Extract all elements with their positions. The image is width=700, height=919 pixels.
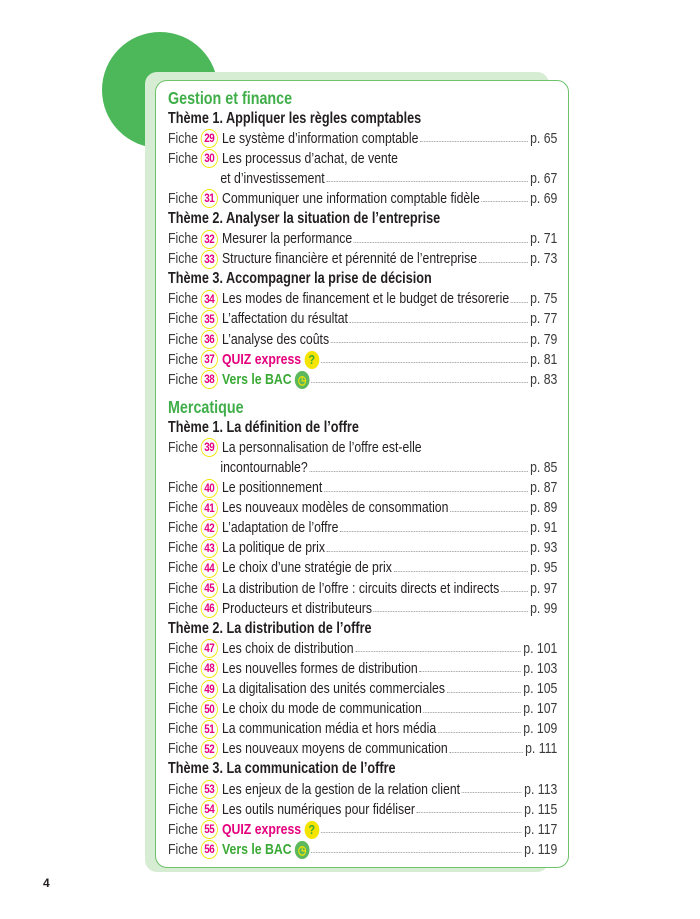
page-ref: p. 97 (530, 579, 558, 597)
entry-title-text: Les modes de financement et le budget de trésorerie (221, 290, 510, 308)
fiche-number-badge: 53 (201, 780, 218, 799)
fiche-number-badge: 42 (201, 519, 218, 538)
dot-leader (420, 141, 528, 142)
toc-entry[interactable] (168, 149, 557, 169)
toc-entry[interactable] (168, 780, 557, 800)
fiche-number-badge: 39 (201, 438, 218, 457)
fiche-number-badge: 43 (201, 539, 218, 558)
entry-title[interactable] (222, 739, 448, 759)
dot-leader (350, 322, 528, 323)
toc-entry[interactable] (168, 659, 557, 679)
toc-entry[interactable] (168, 840, 557, 860)
page-ref: p. 71 (530, 230, 558, 248)
dot-leader (447, 692, 521, 693)
entry-title[interactable] (222, 189, 480, 209)
toc-entry[interactable] (168, 639, 557, 659)
fiche-label: Fiche (168, 519, 199, 537)
dot-leader (331, 342, 528, 343)
entry-title[interactable] (222, 149, 398, 169)
entry-title-text: Les nouveaux modèles de consommation (221, 499, 449, 517)
entry-title-text: QUIZ express (221, 820, 302, 838)
page-ref: p. 85 (530, 459, 558, 476)
fiche-label: Fiche (168, 659, 199, 677)
page-ref: p. 111 (525, 740, 558, 758)
toc-entry-continuation[interactable] (168, 458, 557, 478)
dot-leader (393, 571, 527, 572)
theme-title: Thème 3. La communication de l’offre (168, 760, 396, 778)
fiche-label: Fiche (168, 820, 199, 838)
toc-entry[interactable] (168, 820, 557, 840)
fiche-label: Fiche (168, 129, 199, 147)
entry-title-text: Producteurs et distributeurs (221, 599, 373, 617)
fiche-label: Fiche (168, 800, 199, 818)
page-ref: p. 119 (524, 840, 558, 858)
fiche-number-badge: 29 (201, 129, 218, 148)
page-ref: p. 83 (530, 370, 558, 388)
entry-title-text: L’analyse des coûts (221, 330, 330, 348)
page-ref: p. 95 (530, 559, 558, 577)
page-ref: p. 105 (523, 680, 558, 698)
fiche-label: Fiche (168, 310, 199, 328)
entry-title-text: Structure financière et pérennité de l’entreprise (221, 250, 478, 268)
dot-leader (354, 242, 528, 243)
toc-entry[interactable] (168, 330, 557, 350)
fiche-number-badge: 55 (201, 820, 218, 839)
toc-entry[interactable] (168, 558, 557, 578)
entry-title[interactable] (222, 558, 392, 578)
fiche-number-badge: 50 (201, 700, 218, 719)
entry-title-text: L’adaptation de l’offre (221, 519, 339, 537)
dot-leader (511, 302, 528, 303)
toc-entry[interactable] (168, 129, 557, 149)
toc-entry[interactable] (168, 189, 557, 209)
fiche-label: Fiche (168, 840, 199, 858)
page-ref: p. 81 (530, 350, 558, 368)
page-ref: p. 99 (530, 599, 558, 617)
entry-title[interactable] (222, 229, 352, 249)
entry-title-text: Les processus d’achat, de vente (221, 149, 398, 167)
entry-title[interactable] (222, 800, 415, 820)
toc-entry[interactable] (168, 438, 557, 458)
question-icon: ? (304, 821, 319, 839)
toc-entry[interactable] (168, 498, 557, 518)
dot-leader (374, 611, 528, 612)
question-icon: ? (304, 351, 319, 369)
entry-title-text: Le choix d’une stratégie de prix (221, 559, 392, 577)
dot-leader (462, 792, 522, 793)
fiche-number-badge: 31 (201, 189, 218, 208)
entry-title[interactable] (222, 719, 436, 739)
page-ref: p. 115 (524, 800, 558, 818)
toc-entry[interactable] (168, 719, 557, 739)
fiche-label: Fiche (168, 230, 199, 248)
fiche-number-badge: 34 (201, 290, 218, 309)
dot-leader (309, 471, 527, 472)
entry-title-text: Les nouveaux moyens de communication (221, 740, 448, 758)
fiche-number-badge: 38 (201, 370, 218, 389)
toc-entry[interactable] (168, 699, 557, 719)
toc-entry[interactable] (168, 518, 557, 538)
fiche-label: Fiche (168, 330, 199, 348)
entry-title[interactable] (222, 659, 418, 679)
entry-title[interactable] (222, 309, 348, 329)
fiche-number-badge: 36 (201, 330, 218, 349)
toc-entry[interactable] (168, 478, 557, 498)
dot-leader (438, 732, 521, 733)
clock-icon: ◷ (295, 841, 310, 859)
fiche-number-badge: 35 (201, 310, 218, 329)
entry-title[interactable] (222, 840, 310, 860)
fiche-number-badge: 32 (201, 230, 218, 249)
page-ref: p. 65 (530, 129, 558, 147)
dot-leader (450, 511, 528, 512)
entry-title[interactable] (222, 579, 499, 599)
fiche-label: Fiche (168, 700, 199, 718)
fiche-number-badge: 56 (201, 840, 218, 859)
fiche-label: Fiche (168, 599, 199, 617)
entry-title-text: La digitalisation des unités commerciales (221, 680, 446, 698)
fiche-number-badge: 40 (201, 479, 218, 498)
entry-title-continued: et d’investissement (220, 169, 325, 187)
toc-entry[interactable] (168, 599, 557, 619)
page-ref: p. 69 (530, 189, 558, 207)
section-title: Gestion et finance (168, 88, 293, 108)
entry-title[interactable] (222, 699, 422, 719)
page-ref: p. 87 (530, 479, 558, 497)
dot-leader (501, 591, 528, 592)
theme-title: Thème 3. Accompagner la prise de décision (168, 270, 432, 288)
entry-title-text: La personnalisation de l’offre est-elle (221, 438, 422, 456)
page-ref: p. 89 (530, 499, 558, 517)
fiche-label: Fiche (168, 189, 199, 207)
page-ref: p. 75 (530, 290, 558, 308)
entry-title[interactable] (222, 330, 329, 350)
dot-leader (321, 362, 528, 363)
fiche-label: Fiche (168, 290, 199, 308)
dot-leader (355, 651, 521, 652)
dot-leader (326, 181, 527, 182)
theme-title: Thème 1. Appliquer les règles comptables (168, 109, 422, 127)
fiche-number-badge: 37 (201, 350, 218, 369)
dot-leader (481, 201, 527, 202)
entry-title[interactable] (222, 538, 325, 558)
toc-entry[interactable] (168, 370, 557, 390)
toc-entry[interactable] (168, 579, 557, 599)
clock-icon: ◷ (295, 371, 310, 389)
fiche-number-badge: 47 (201, 639, 218, 658)
entry-title-text: Mesurer la performance (221, 230, 353, 248)
fiche-label: Fiche (168, 479, 199, 497)
fiche-label: Fiche (168, 579, 199, 597)
fiche-label: Fiche (168, 149, 199, 167)
toc-entry[interactable] (168, 350, 557, 370)
dot-leader (479, 262, 528, 263)
fiche-number-badge: 45 (201, 579, 218, 598)
dot-leader (311, 852, 522, 853)
fiche-label: Fiche (168, 720, 199, 738)
dot-leader (327, 551, 528, 552)
page-ref: p. 107 (523, 700, 558, 718)
table-of-contents (168, 88, 557, 860)
entry-title[interactable] (222, 599, 372, 619)
theme-title: Thème 1. La définition de l’offre (168, 418, 359, 436)
fiche-label: Fiche (168, 740, 199, 758)
dot-leader (417, 812, 522, 813)
fiche-number-badge: 51 (201, 720, 218, 739)
entry-title[interactable] (222, 498, 448, 518)
fiche-number-badge: 52 (201, 740, 218, 759)
toc-entry[interactable] (168, 309, 557, 329)
fiche-label: Fiche (168, 539, 199, 557)
toc-entry[interactable] (168, 800, 557, 820)
entry-title-text: Vers le BAC (221, 840, 292, 858)
dot-leader (449, 752, 522, 753)
fiche-label: Fiche (168, 639, 199, 657)
entry-title-text: L’affectation du résultat (221, 310, 348, 328)
toc-entry[interactable] (168, 538, 557, 558)
entry-title[interactable] (222, 289, 509, 309)
dot-leader (423, 712, 520, 713)
entry-title[interactable] (222, 129, 418, 149)
entry-title-text: Les outils numériques pour fidéliser (221, 800, 416, 818)
fiche-number-badge: 46 (201, 599, 218, 618)
toc-entry[interactable] (168, 289, 557, 309)
entry-title[interactable] (222, 780, 460, 800)
entry-title-text: QUIZ express (221, 350, 302, 368)
fiche-number-badge: 44 (201, 559, 218, 578)
toc-entry-continuation[interactable] (168, 169, 557, 189)
toc-entry[interactable] (168, 679, 557, 699)
page-ref: p. 73 (530, 250, 558, 268)
entry-title-text: La politique de prix (221, 539, 325, 557)
entry-title[interactable] (222, 370, 310, 390)
entry-title-text: Les nouvelles formes de distribution (221, 659, 418, 677)
entry-title-text: Communiquer une information comptable fidèle (221, 189, 480, 207)
theme-title: Thème 2. Analyser la situation de l’entreprise (168, 209, 441, 227)
entry-title[interactable] (222, 350, 319, 370)
fiche-number-badge: 48 (201, 659, 218, 678)
dot-leader (324, 491, 528, 492)
entry-title[interactable] (222, 249, 477, 269)
page-ref: p. 93 (530, 539, 558, 557)
page-ref: p. 79 (530, 330, 558, 348)
dot-leader (340, 531, 528, 532)
entry-title[interactable] (222, 438, 422, 458)
theme-title: Thème 2. La distribution de l’offre (168, 619, 372, 637)
entry-title-text: Les choix de distribution (221, 639, 354, 657)
page-ref: p. 91 (530, 519, 558, 537)
entry-title[interactable] (222, 639, 354, 659)
fiche-label: Fiche (168, 350, 199, 368)
fiche-label: Fiche (168, 250, 199, 268)
page-ref: p. 103 (523, 659, 558, 677)
toc-entry[interactable] (168, 739, 557, 759)
entry-title-text: La distribution de l’offre : circuits directs et indirects (221, 579, 500, 597)
dot-leader (419, 671, 520, 672)
entry-title-text: Vers le BAC (221, 370, 292, 388)
toc-entry[interactable] (168, 229, 557, 249)
page-ref: p. 77 (530, 310, 558, 328)
fiche-label: Fiche (168, 780, 199, 798)
entry-title[interactable] (222, 518, 338, 538)
fiche-label: Fiche (168, 370, 199, 388)
entry-title[interactable] (222, 820, 319, 840)
fiche-number-badge: 33 (201, 250, 218, 269)
fiche-label: Fiche (168, 438, 199, 456)
page-number: 4 (43, 876, 50, 890)
entry-title-text: Le choix du mode de communication (221, 700, 422, 718)
fiche-number-badge: 54 (201, 800, 218, 819)
entry-title-text: Le positionnement (221, 479, 323, 497)
entry-title-text: La communication média et hors média (221, 720, 437, 738)
toc-entry[interactable] (168, 249, 557, 269)
entry-title-continued: incontournable? (220, 459, 308, 476)
fiche-number-badge: 49 (201, 680, 218, 699)
fiche-label: Fiche (168, 559, 199, 577)
page-ref: p. 101 (523, 639, 558, 657)
dot-leader (321, 832, 522, 833)
entry-title-text: Les enjeux de la gestion de la relation client (221, 780, 461, 798)
entry-title[interactable] (222, 478, 322, 498)
dot-leader (311, 382, 527, 383)
entry-title-text: Le système d’information comptable (221, 129, 419, 147)
fiche-label: Fiche (168, 499, 199, 517)
fiche-label: Fiche (168, 680, 199, 698)
page-ref: p. 109 (523, 720, 558, 738)
page-ref: p. 67 (530, 169, 558, 187)
page-ref: p. 117 (524, 820, 558, 838)
section-title: Mercatique (168, 397, 244, 418)
fiche-number-badge: 30 (201, 149, 218, 168)
page-ref: p. 113 (524, 780, 558, 798)
entry-title[interactable] (222, 679, 445, 699)
fiche-number-badge: 41 (201, 499, 218, 518)
